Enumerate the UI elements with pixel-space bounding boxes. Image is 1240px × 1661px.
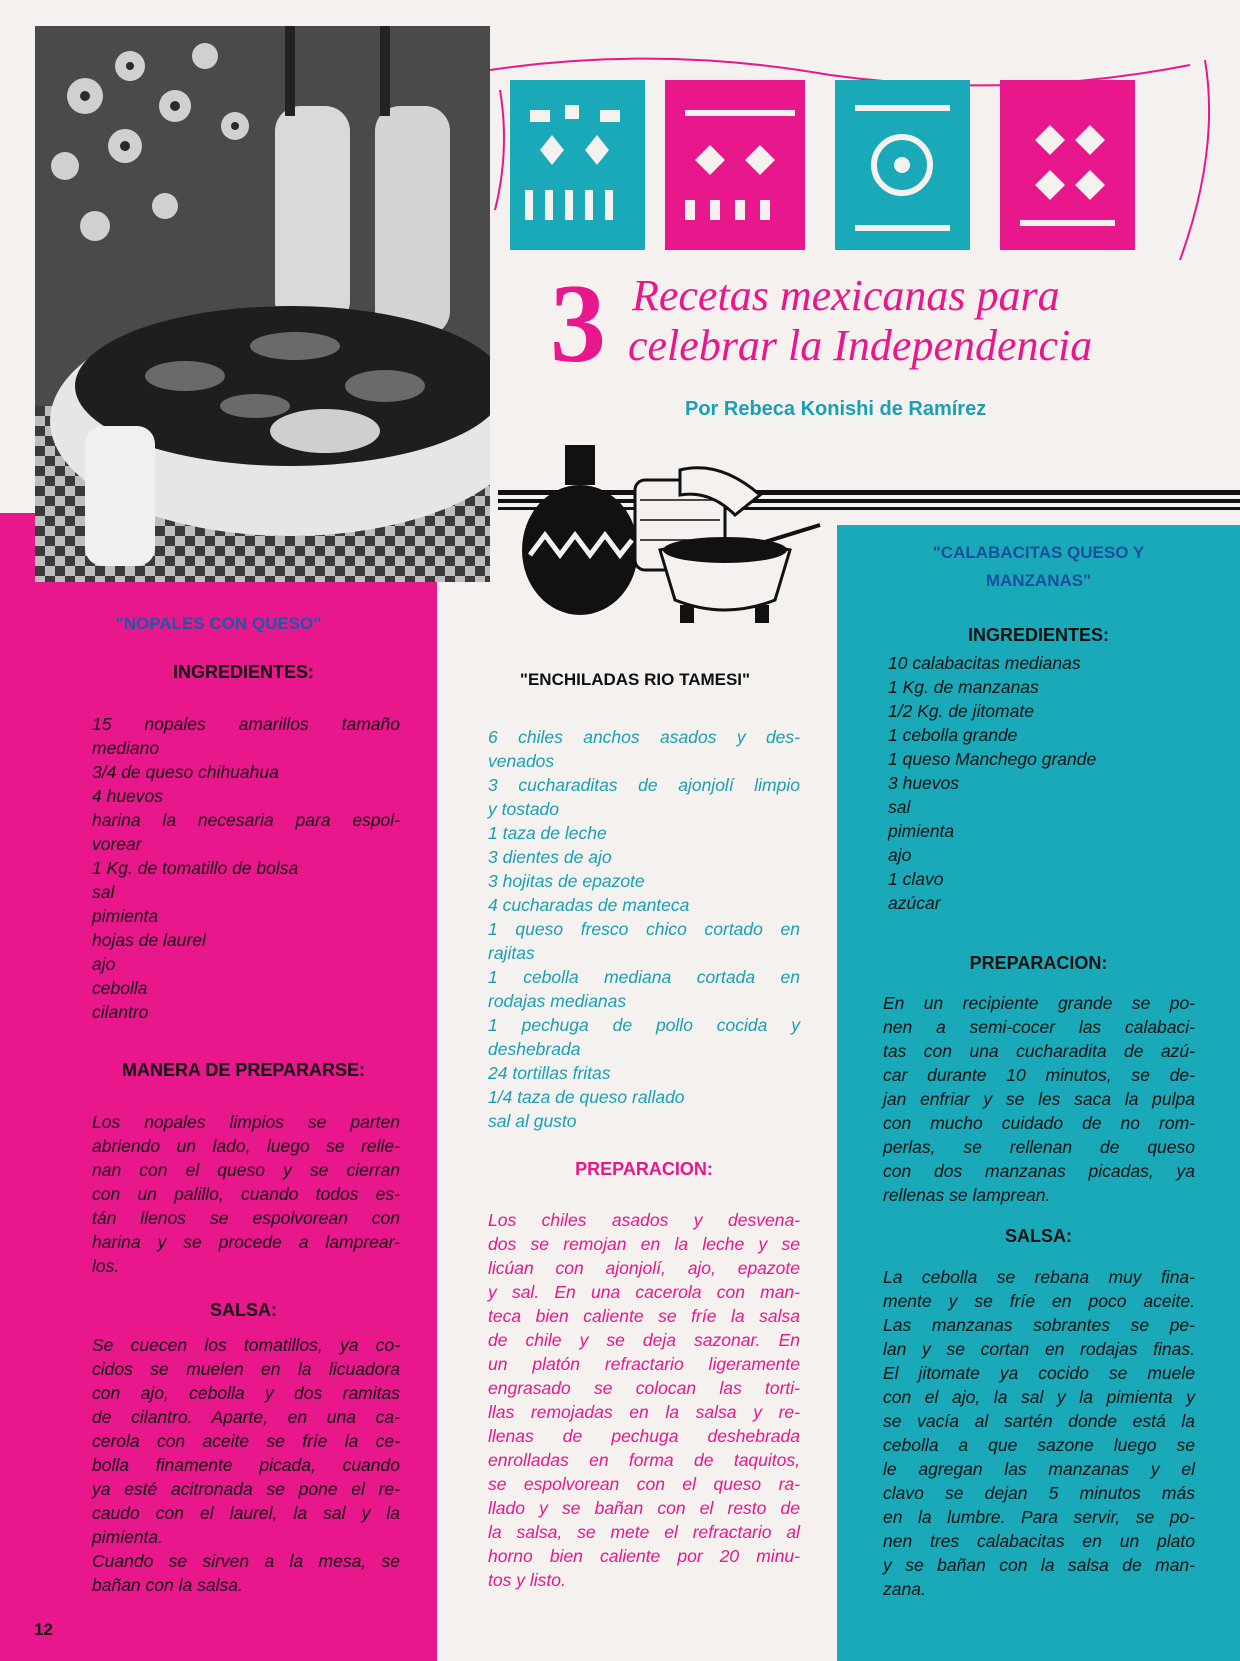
text-line: horno bien caliente por 20 minu- <box>488 1546 800 1566</box>
text-line: llenas de pechuga deshebrada <box>488 1426 800 1446</box>
list-item: 15 nopales amarillos tamaño <box>92 714 400 734</box>
title-line-2: celebrar la Independencia <box>628 321 1093 370</box>
recipe1-ingredients-list <box>92 712 400 1024</box>
text-line: con mucho cuidado de no rom- <box>883 1113 1195 1133</box>
list-item: y tostado <box>488 799 560 819</box>
recipe2-prep-heading: PREPARACION: <box>575 1159 713 1179</box>
list-item: rodajas medianas <box>488 991 627 1011</box>
text-line: con un palillo, cuando todos es- <box>92 1184 400 1204</box>
nopales-dish-photo <box>35 26 490 582</box>
text-line: rellenas se lamprean. <box>883 1185 1051 1205</box>
recipe1-ingredients-heading: INGREDIENTES: <box>172 662 314 682</box>
title-line-1: Recetas mexicanas para <box>632 271 1060 320</box>
list-item: venados <box>488 751 555 771</box>
list-item: sal <box>92 882 115 902</box>
text-line: jan enfriar y se les saca la pulpa <box>883 1089 1195 1109</box>
text-line: caudo con el laurel, la sal y la <box>92 1503 400 1523</box>
list-item: 3 dientes de ajo <box>488 847 612 867</box>
list-item: rajitas <box>488 943 535 963</box>
list-item: cebolla <box>92 978 148 998</box>
text-line: harina y se procede a lamprear- <box>92 1232 400 1252</box>
pottery-illustration <box>520 440 840 640</box>
text-line: de chile y se deja sazonar. En <box>488 1330 800 1350</box>
list-item: deshebrada <box>488 1039 581 1059</box>
list-item: sal al gusto <box>488 1111 577 1131</box>
text-line: Se cuecen los tomatillos, ya co- <box>92 1335 400 1355</box>
list-item: 1 queso Manchego grande <box>888 749 1097 769</box>
text-line: llas remojadas en la salsa y re- <box>488 1402 800 1422</box>
text-line: enrolladas en forma de taquitos, <box>488 1450 800 1470</box>
list-item: mediano <box>92 738 160 758</box>
recipe1-title: "NOPALES CON QUESO" <box>115 614 322 633</box>
text-line: cidos se muelen en la licuadora <box>92 1359 400 1379</box>
list-item: 1 clavo <box>888 869 944 889</box>
text-line: bañan con la salsa. <box>92 1575 243 1595</box>
list-item: 3 hojitas de epazote <box>488 871 645 891</box>
text-line: un platón refractario ligeramente <box>488 1354 800 1374</box>
text-line: los. <box>92 1256 120 1276</box>
list-item: harina la necesaria para espol- <box>92 810 400 830</box>
text-line: en la lumbre. Para servir, se po- <box>883 1507 1195 1527</box>
text-line: llado y se bañan con el resto de <box>488 1498 800 1518</box>
recipe3-ingredients-list <box>888 651 1200 915</box>
recipe2-ingredients-list <box>488 725 800 1133</box>
text-line: la salsa, se mete el refractario al <box>488 1522 800 1542</box>
recipe3-prep-text <box>883 991 1195 1207</box>
list-item: 1 queso fresco chico cortado en <box>488 919 800 939</box>
list-item: 1/2 Kg. de jitomate <box>888 701 1034 721</box>
text-line: Cuando se sirven a la mesa, se <box>92 1551 400 1571</box>
list-item: 1 Kg. de manzanas <box>888 677 1039 697</box>
list-item: 4 cucharadas de manteca <box>488 895 690 915</box>
list-item: pimienta <box>888 821 955 841</box>
recipe3-prep-heading: PREPARACION: <box>969 953 1108 973</box>
text-line: car durante 10 minutos, se de- <box>883 1065 1195 1085</box>
list-item: 6 chiles anchos asados y des- <box>488 727 800 747</box>
text-line: ya esté acitronada se pone el re- <box>92 1479 400 1499</box>
text-line: cerola con aceite se fríe la ce- <box>92 1431 400 1451</box>
recipe1-method-heading: MANERA DE PREPARARSE: <box>121 1060 366 1080</box>
text-line: El jitomate ya cocido se muele <box>883 1363 1195 1383</box>
list-item: 4 huevos <box>92 786 164 806</box>
list-item: 10 calabacitas medianas <box>888 653 1081 673</box>
recipe1-sauce-heading: SALSA: <box>210 1300 277 1320</box>
list-item: vorear <box>92 834 142 854</box>
text-line: abriendo un lado, luego se relle- <box>92 1136 400 1156</box>
list-item: sal <box>888 797 911 817</box>
text-line: nen a semi-cocer las calabaci- <box>883 1017 1195 1037</box>
list-item: hojas de laurel <box>92 930 206 950</box>
list-item: ajo <box>92 954 116 974</box>
recipe2-prep-text <box>488 1208 800 1592</box>
recipe2-title: "ENCHILADAS RIO TAMESI" <box>519 670 751 689</box>
recipe3-title-line1: "CALABACITAS QUESO Y <box>932 543 1145 562</box>
list-item: 24 tortillas fritas <box>488 1063 611 1083</box>
article-title <box>550 262 1240 408</box>
page-number: 12 <box>34 1620 53 1639</box>
text-line: y sal. En una cacerola con man- <box>488 1282 800 1302</box>
text-line: se espolvorean con el queso ra- <box>488 1474 800 1494</box>
text-line: nen tres calabacitas en un plato <box>883 1531 1195 1551</box>
text-line: pimienta. <box>92 1527 164 1547</box>
text-line: La cebolla se rebana muy fina- <box>883 1267 1195 1287</box>
text-line: le agregan las manzanas y el <box>883 1459 1195 1479</box>
text-line: con ajo, cebolla y dos ramitas <box>92 1383 400 1403</box>
list-item: cilantro <box>92 1002 149 1022</box>
text-line: cebolla a que sazone luego se <box>883 1435 1195 1455</box>
recipe3-sauce-text <box>883 1265 1195 1601</box>
text-line: con el ajo, la sal y la pimienta y <box>883 1387 1195 1407</box>
text-line: tán llenos se espolvorean con <box>92 1208 400 1228</box>
title-number: 3 <box>550 262 606 386</box>
text-line: mente y se fríe en poco aceite. <box>883 1291 1195 1311</box>
text-line: tos y listo. <box>488 1570 566 1590</box>
list-item: pimienta <box>92 906 159 926</box>
text-line: tas con una cucharadita de azú- <box>883 1041 1195 1061</box>
list-item: 1 pechuga de pollo cocida y <box>488 1015 800 1035</box>
author-byline: Por Rebeca Konishi de Ramírez <box>685 398 987 420</box>
recipe1-sauce-text <box>92 1333 400 1597</box>
text-line: con dos manzanas picadas, ya <box>883 1161 1195 1181</box>
text-line: En un recipiente grande se po- <box>883 993 1195 1013</box>
text-line: teca bien caliente se fríe la salsa <box>488 1306 800 1326</box>
list-item: 1 cebolla mediana cortada en <box>488 967 800 987</box>
recipe3-sauce-heading: SALSA: <box>1005 1226 1072 1246</box>
list-item: 1 cebolla grande <box>888 725 1018 745</box>
text-line: dos se remojan en la leche y se <box>488 1234 800 1254</box>
text-line: lan y se cortan en rodajas finas. <box>883 1339 1195 1359</box>
recipe3-title-line2: MANZANAS" <box>985 571 1092 590</box>
text-line: y se bañan con la salsa de man- <box>883 1555 1195 1575</box>
text-line: bolla finamente picada, cuando <box>92 1455 400 1475</box>
recipe3-ingredients-heading: INGREDIENTES: <box>967 625 1109 645</box>
text-line: zana. <box>883 1579 926 1599</box>
list-item: 3 cucharaditas de ajonjolí limpio <box>488 775 800 795</box>
text-line: engrasado se colocan las torti- <box>488 1378 800 1398</box>
list-item: 1/4 taza de queso rallado <box>488 1087 685 1107</box>
list-item: ajo <box>888 845 912 865</box>
recipe1-method-text <box>92 1110 400 1278</box>
list-item: azúcar <box>888 893 941 913</box>
list-item: 3 huevos <box>888 773 960 793</box>
text-line: Los nopales limpios se parten <box>92 1112 400 1132</box>
text-line: licúan con ajonjolí, ajo, epazote <box>488 1258 800 1278</box>
text-line: de cilantro. Aparte, en una ca- <box>92 1407 400 1427</box>
text-line: se vacía al sartén donde está la <box>883 1411 1195 1431</box>
list-item: 3/4 de queso chihuahua <box>92 762 279 782</box>
text-line: nan con el queso y se cierran <box>92 1160 400 1180</box>
list-item: 1 Kg. de tomatillo de bolsa <box>92 858 299 878</box>
text-line: clavo se dejan 5 minutos más <box>883 1483 1195 1503</box>
text-line: perlas, se rellenan de queso <box>883 1137 1195 1157</box>
text-line: Las manzanas sobrantes se pe- <box>883 1315 1195 1335</box>
text-line: Los chiles asados y desvena- <box>488 1210 800 1230</box>
papel-picado-banner <box>490 30 1230 280</box>
list-item: 1 taza de leche <box>488 823 607 843</box>
